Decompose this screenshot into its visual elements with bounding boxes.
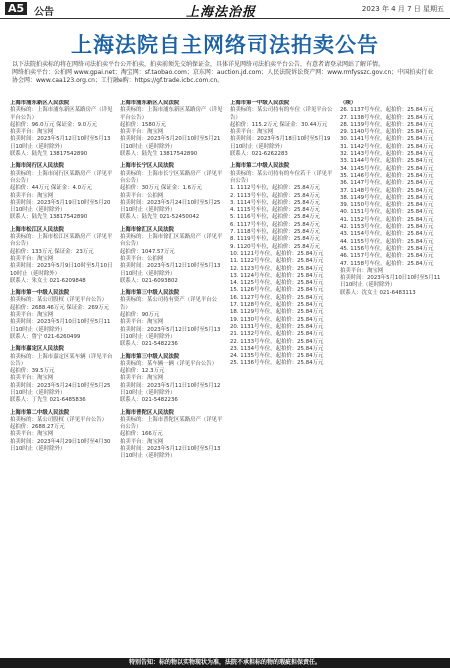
entry-line: 16. 1127号车位，起拍价：25.84万元 [230,294,324,301]
entry-line: 29. 1140号车位，起拍价：25.84万元 [340,129,434,136]
entry-line: 21. 1132号车位，起拍价：25.84万元 [230,331,324,338]
entry-line: 32. 1143号车位，起拍价：25.84万元 [340,151,434,158]
issue-date: 2023 年 4 月 7 日 星期五 [361,5,444,13]
court-name: 上海市浦东新区人民法院 [10,100,70,106]
entry-line: 拍卖时间：2023年5月12日10时至5月13日10时止（延时除外） [10,136,111,150]
entry-line: 35. 1146号车位，起拍价：25.84万元 [340,172,434,179]
footer-notice: 特别告知：标的物以实物现状为准，法院不承担标的物的瑕疵担保责任。 [0,658,450,668]
auction-entry [10,227,114,285]
entry-line: 起拍价：2688.27万元 [10,424,65,431]
entry-line: 30. 1141号车位，起拍价：25.84万元 [340,136,434,143]
intro-text [12,61,438,85]
auction-entry [120,290,224,348]
entry-line: 拍卖平台：淘宝网 [120,375,164,382]
entry-line: 3. 1114号车位，起拍价：25.84万元 [230,199,320,206]
entry-line: 拍卖标的：某车辆一辆（详见平台公告） [120,360,218,367]
entry-line: 26. 1137号车位，起拍价：25.84万元 [340,107,434,114]
entry-line: 起拍价：1047.57万元 [120,248,175,255]
entry-line: 拍卖平台：淘宝网 [120,129,164,136]
entry-line: 联系人：鲁宁 021-6260499 [10,333,81,340]
auction-entry [230,100,334,158]
entry-line: 22. 1133号车位，起拍价：25.84万元 [230,338,324,345]
entry-line: 27. 1138号车位，起拍价：25.84万元 [340,114,434,121]
entry-line: 40. 1151号车位，起拍价：25.84万元 [340,209,434,216]
entry-line: 拍卖时间：2023年5月24日10时至5月25日10时止（延时除外） [10,382,111,396]
entry-line: 拍卖时间：2023年5月10日10时至5月11日10时止（延时除外） [10,319,111,333]
entry-line: 36. 1147号车位，起拍价：25.84万元 [340,180,434,187]
entry-line: 11. 1122号车位，起拍价：25.84万元 [230,258,324,265]
column-4 [340,100,444,653]
entry-line: 起拍价：90万元 [120,312,160,319]
entry-line: 起拍价：115.2万元 保证金：30.44万元 [230,121,328,128]
entry-line: 联系人：陆先生 021-52450042 [120,214,200,221]
entry-line: 拍卖标的：上海市嘉定区某车辆（详见平台公告） [10,353,113,367]
page-number-badge: A5 [5,2,27,15]
entry-line: 拍卖时间：2023年5月9日10时至5月10日10时止（延时除外） [10,263,113,277]
entry-line: 拍卖标的：某公司持有的车位（详见平台公告） [230,107,333,121]
entry-line: 45. 1156号车位，起拍价：25.84万元 [340,245,434,252]
entry-line: 拍卖平台：淘宝网 [120,319,164,326]
entry-line: 拍卖平台：淘宝网 [10,192,54,199]
court-name: 上海市第一中级人民法院 [10,290,70,297]
entry-line: 44. 1155号车位，起拍价：25.84万元 [340,238,434,245]
auction-entry [120,163,224,221]
entry-line: 34. 1145号车位，起拍价：25.84万元 [340,165,434,172]
entry-line: 拍卖标的：某公司持有资产（详见平台公告） [120,297,218,311]
entry-line: 31. 1142号车位，起拍价：25.84万元 [340,143,434,150]
entry-line: 47. 1158号车位，起拍价：25.84万元 [340,260,434,267]
page-header [0,0,450,19]
entry-line: 9. 1120号车位，起拍价：25.84万元 [230,243,320,250]
entry-line: 2. 1113号车位，起拍价：25.84万元 [230,192,320,199]
entry-line: 6. 1117号车位，起拍价：25.84万元 [230,221,320,228]
entry-line: 拍卖平台：淘宝网 [230,129,274,136]
entry-line: 17. 1128号车位，起拍价：25.84万元 [230,302,324,309]
entry-line: 联系人：朱女士 021-6209848 [10,277,86,284]
entry-line: 联系人：沈女士 021-6483113 [340,289,416,296]
court-name: 上海市第三中级人民法院 [120,353,180,360]
entry-line: 拍卖标的：上海市闵行区某路房产（详见平台公告） [10,170,113,184]
entry-line: 33. 1144号车位，起拍价：25.84万元 [340,158,434,165]
court-name: 上海市浦东新区人民法院 [120,100,180,106]
entry-line: 5. 1116号车位，起拍价：25.84万元 [230,214,320,221]
entry-line: 联系人：丁先生 021-6485836 [10,397,86,404]
entry-line: 拍卖标的：上海市长宁区某路房产（详见平台公告） [120,170,223,184]
auction-entry [10,163,114,221]
auction-entry [120,100,224,158]
auction-entry [120,410,224,461]
entry-line: 20. 1131号车位，起拍价：25.84万元 [230,323,324,330]
entry-line: 拍卖时间：2023年5月24日10时至5月25日10时止（延时除外） [120,199,221,214]
auction-entry [10,410,114,454]
entry-line: 24. 1135号车位，起拍价：25.84万元 [230,353,324,360]
entry-line: 联系人：021-6093802 [120,277,178,284]
court-name: 上海市嘉定区人民法院 [10,346,64,353]
auction-entry [340,100,444,297]
entry-line: 拍卖平台：淘宝网 [10,375,54,382]
entry-line: 38. 1149号车位，起拍价：25.84万元 [340,194,434,201]
entry-line: 8. 1119号车位，起拍价：25.84万元 [230,236,320,243]
entry-line: 拍卖时间：2023年5月12日10时至5月13日10时止（延时除外） [120,326,221,340]
court-name: 上海市闵行区人民法院 [10,163,64,170]
auction-entry [120,227,224,285]
entry-line: 联系人：021-6262283 [230,151,288,158]
entry-line: 43. 1154号车位，起拍价：25.84万元 [340,231,434,238]
entry-line: 拍卖标的：上海市普陀区某路房产（详见平台公告） [120,416,223,431]
entry-line: 拍卖时间：2023年5月20日10时至5月21日10时止（延时除外） [120,136,221,150]
entry-line: 拍卖平台：公拍网 [120,255,164,262]
entry-line: 46. 1157号车位，起拍价：25.84万元 [340,253,434,260]
court-name: 上海市第二中级人民法院 [230,163,290,170]
entry-line: 42. 1153号车位，起拍价：25.84万元 [340,224,434,231]
court-name: （续） [340,100,357,106]
auction-entry [230,163,334,367]
entry-line: 拍卖时间：2023年5月12日10时至5月13日10时止（延时除外） [120,446,221,460]
court-name: 上海市第一中级人民法院 [230,100,290,106]
entry-line: 起拍价：166万元 [120,431,163,438]
entry-line: 起拍价：44万元 保证金：4.0万元 [10,185,92,192]
entry-line: 拍卖平台：淘宝网 [120,438,164,445]
entry-line: 联系人：陆先生 13817542890 [120,151,198,158]
entry-line: 拍卖平台：淘宝网 [10,312,54,319]
entry-line: 拍卖时间：2023年5月11日10时至5月12日10时止（延时除外） [120,382,221,396]
entry-line: 1. 1112号车位，起拍价：25.84万元 [230,185,320,192]
court-name: 上海市长宁区人民法院 [120,163,174,170]
entry-line: 37. 1148号车位，起拍价：25.84万元 [340,187,434,194]
entry-line: 10. 1121号车位，起拍价：25.84万元 [230,250,324,257]
entry-line: 39. 1150号车位，起拍价：25.84万元 [340,202,434,209]
entry-line: 联系人：陆先生 13817542890 [10,151,88,158]
entry-line: 拍卖时间：2023年5月12日10时至5月13日10时止（延时除外） [120,263,221,277]
entry-line: 拍卖标的：上海市浦东新区某路房产（详见平台公告） [10,107,113,121]
entry-line: 14. 1125号车位，起拍价：25.84万元 [230,280,324,287]
entry-line: 拍卖时间：2023年5月19日10时至5月20日10时止（延时除外） [10,199,111,214]
entry-line: 拍卖标的：某公司持有的车位若干（详见平台公告） [230,170,333,184]
entry-line: 联系人：021-5482236 [120,397,178,404]
column-1 [10,100,114,653]
entry-line: 起拍价：133万元 保证金：23万元 [10,248,94,255]
entry-line: 拍卖标的：上海市浦东新区某路房产（详见平台公告） [120,107,223,121]
court-name: 上海市第三中级人民法院 [120,290,180,297]
entry-line: 起拍价：96.0万元 保证金：9.0万元 [10,121,97,128]
entry-line: 拍卖时间：2023年5月10日10时至5月11日10时止（延时除外） [340,275,441,289]
entry-line: 41. 1152号车位，起拍价：25.84万元 [340,216,434,223]
entry-line: 13. 1124号车位，起拍价：25.84万元 [230,272,324,279]
auction-entry [120,354,224,405]
entry-line: 4. 1115号车位，起拍价：25.84万元 [230,207,320,214]
entry-line: 18. 1129号车位，起拍价：25.84万元 [230,309,324,316]
entry-line: 15. 1126号车位，起拍价：25.84万元 [230,287,324,294]
column-3 [230,100,334,653]
auction-entry [10,290,114,341]
entry-line: 12. 1123号车位，起拍价：25.84万元 [230,265,324,272]
court-name: 上海市徐汇区人民法院 [120,226,174,233]
entry-line: 拍卖平台：淘宝网 [10,255,54,262]
intro-platforms: 网络拍卖平台：公拍网 www.gpai.net；淘宝网：sf.taobao.com；京东网：auction.jd.com；人民法院诉讼资产网：www.rmfysszc.gov.cn；中国拍卖行业协会网：www.caa123.org.cn；工行融e购：https://gf.trade.icbc.com.cn。 [12,69,434,84]
court-name: 上海市普陀区人民法院 [120,409,174,416]
entry-line: 拍卖平台：淘宝网 [340,267,384,274]
column-2 [120,100,224,653]
entry-line: 拍卖平台：公拍网 [120,192,164,199]
auction-entry [10,346,114,404]
entry-line: 拍卖时间：2023年5月18日10时至5月19日10时止（延时除外） [230,136,331,150]
entry-line: 起拍价：1580万元 [120,121,167,128]
entry-line: 28. 1139号车位，起拍价：25.84万元 [340,121,434,128]
intro-paragraph: 以下法院拍卖标的将在网络司法拍卖平台公开拍卖，拍卖前须先交纳保证金，具体详见网络司法拍卖平台公告，有意者请登录网站了解详情。 [12,61,385,68]
court-name: 上海市第二中级人民法院 [10,409,70,416]
entry-line: 联系人：021-5482236 [120,341,178,348]
entry-line: 拍卖时间：2023年4月29日10时至4月30日10时止（延时除外） [10,438,111,453]
entry-line: 联系人：陆先生 13817542890 [10,214,88,221]
entry-line: 起拍价：12.3万元 [120,368,165,375]
court-name: 上海市松江区人民法院 [10,226,64,233]
entry-line: 起拍价：30万元 保证金：1.6万元 [120,185,202,192]
entry-line: 起拍价：2688.46万元 保证金：269万元 [10,304,109,311]
entry-line: 7. 1118号车位，起拍价：25.84万元 [230,229,320,236]
section-label: 公告 [34,7,54,18]
entry-line: 拍卖平台：淘宝网 [10,129,54,136]
page-title: 上海法院自主网络司法拍卖公告 [71,33,379,57]
entry-line: 19. 1130号车位，起拍价：25.84万元 [230,316,324,323]
entry-line: 拍卖平台：淘宝网 [10,431,54,438]
newspaper-logo: 上海法治报 [186,5,257,20]
entry-line: 起拍价：39.5万元 [10,368,55,375]
entry-line: 拍卖标的：上海市松江区某路房产（详见平台公告） [10,234,113,248]
entry-line: 拍卖标的：上海市徐汇区某路房产（详见平台公告） [120,234,223,248]
entry-line: 23. 1134号车位，起拍价：25.84万元 [230,345,324,352]
auction-entry [10,100,114,158]
entry-line: 25. 1136号车位，起拍价：25.84万元 [230,360,324,367]
entry-line: 拍卖标的：某公司股权（详见平台公告） [10,297,108,304]
entry-line: 拍卖标的：某公司股权（详见平台公告） [10,416,108,423]
